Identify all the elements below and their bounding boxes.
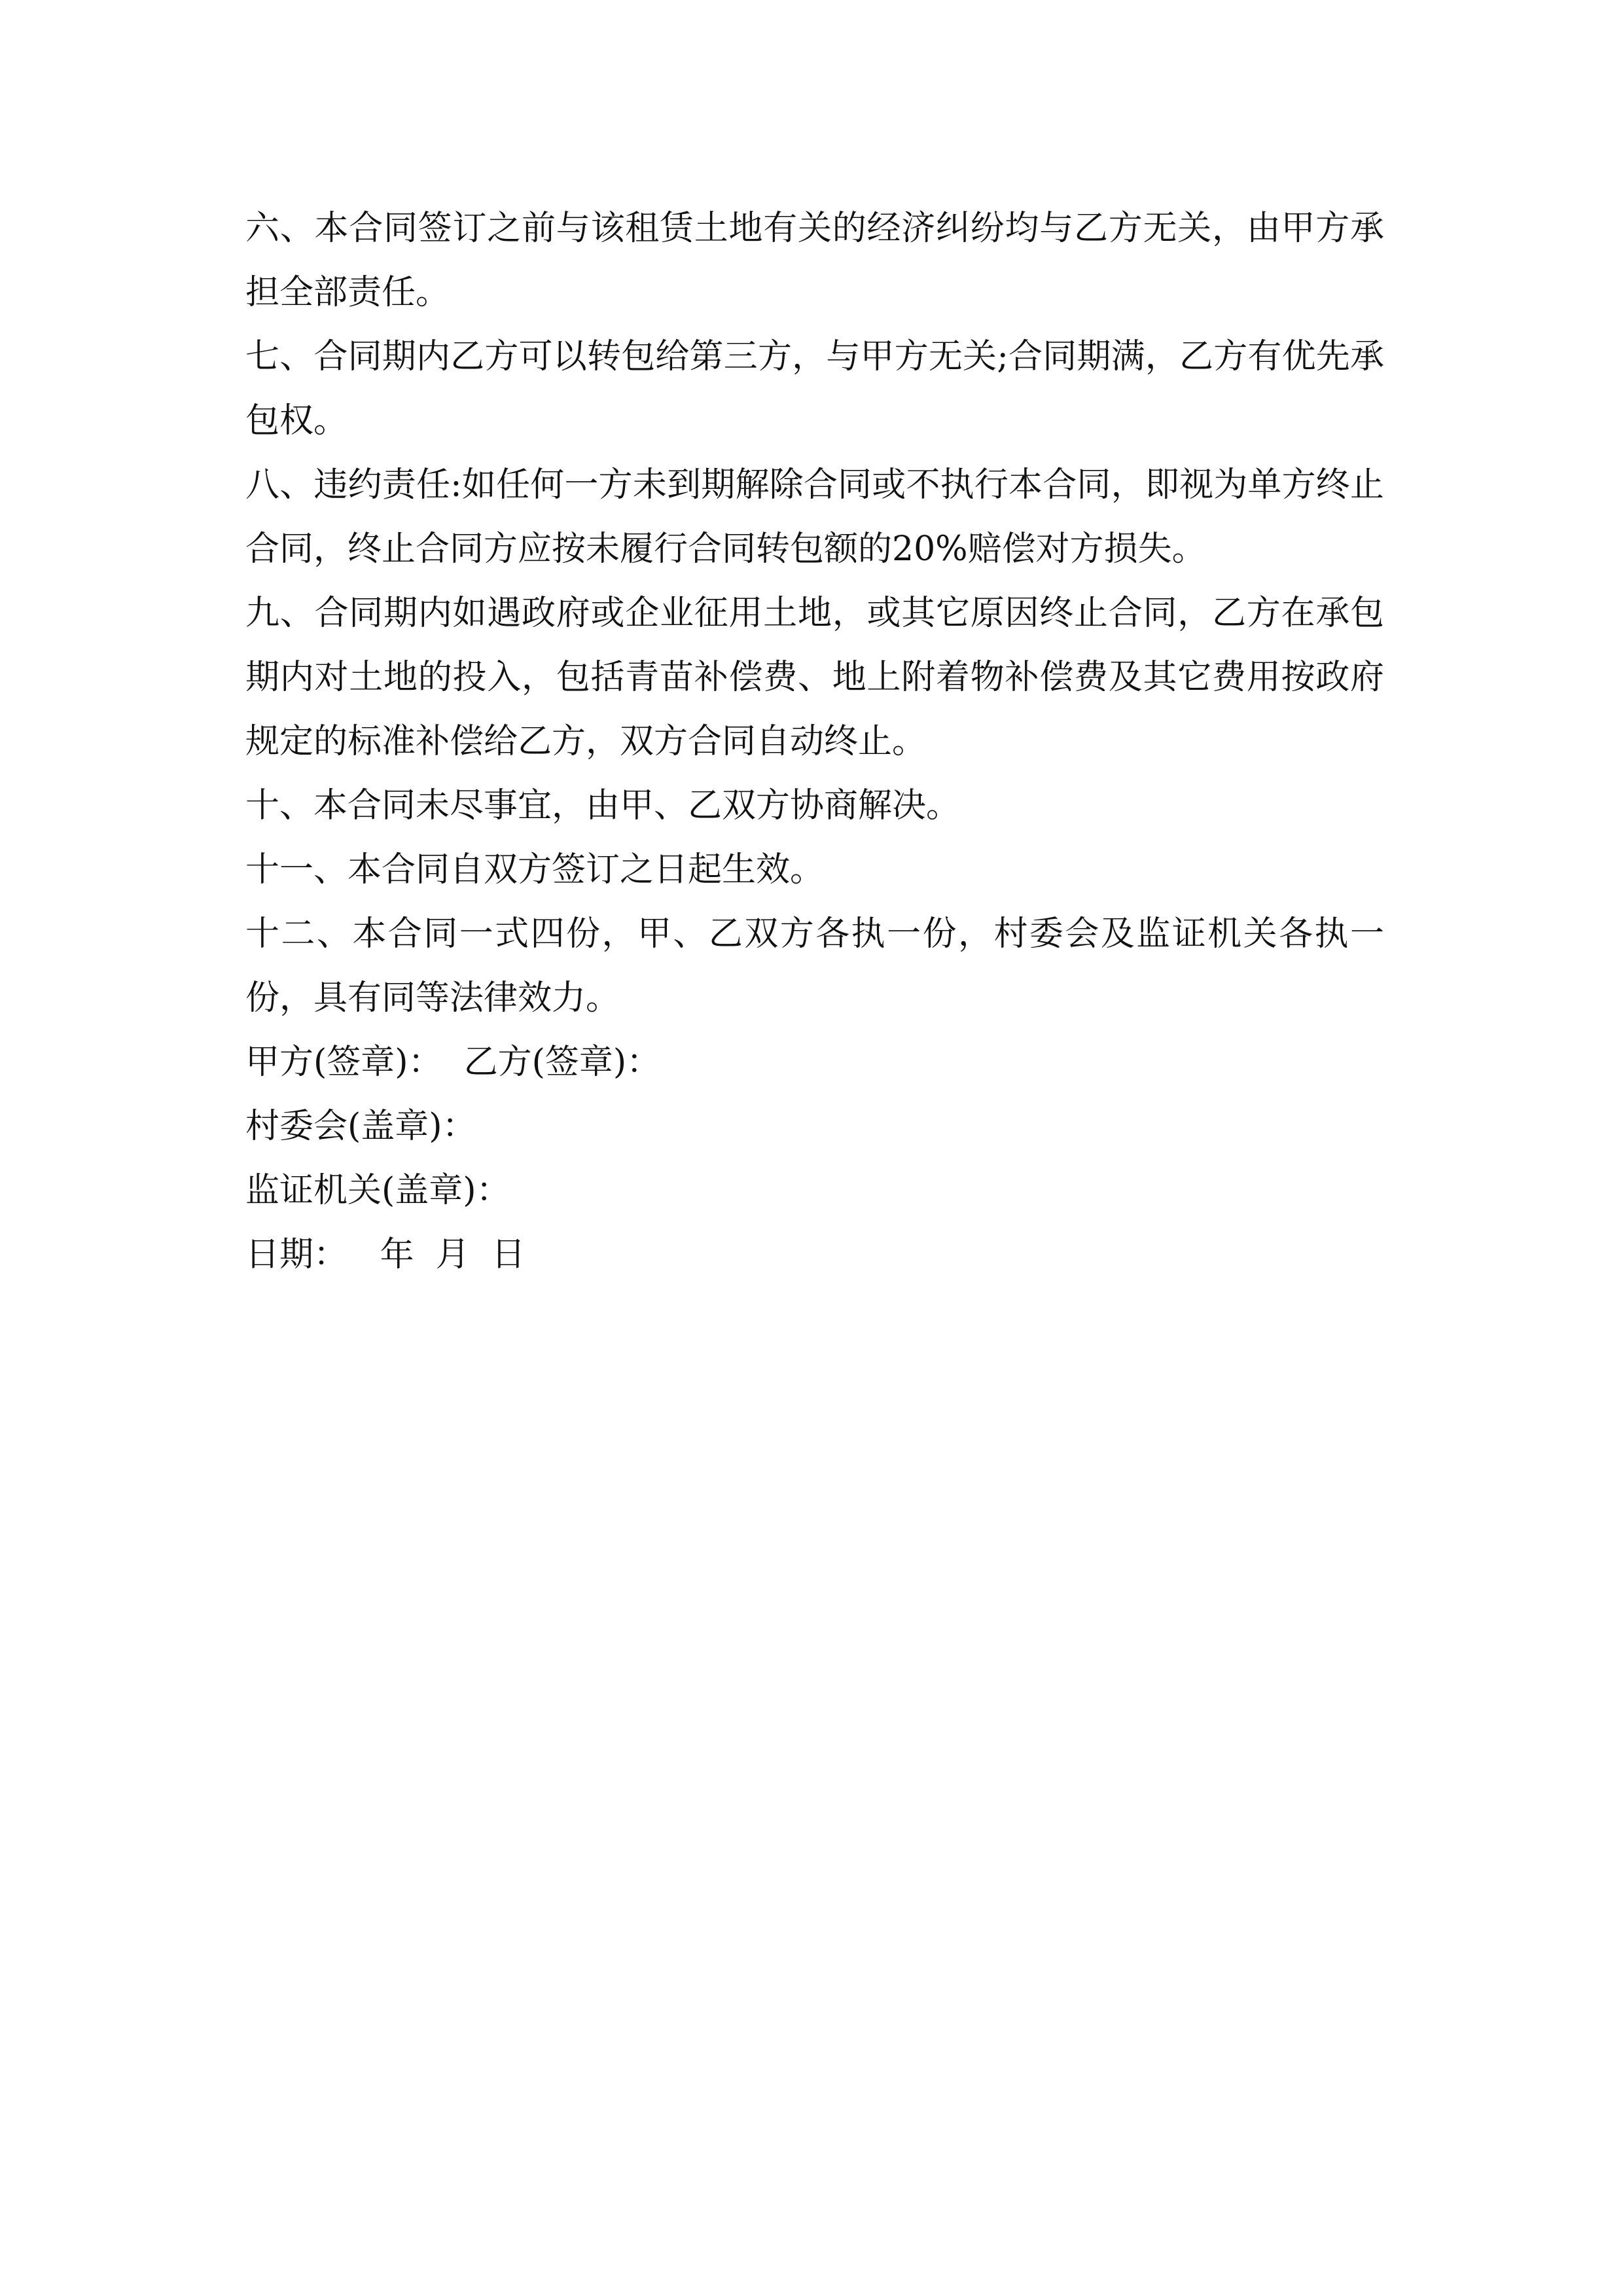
date-line: 日期： 年 月 日 xyxy=(245,1235,526,1274)
party-signature-line xyxy=(245,1030,1384,1094)
clause-11: 十一、本合同自双方签订之日起生效。 xyxy=(245,850,825,889)
clause-12: 十二、本合同一式四份，甲、乙双方各执一份，村委会及监证机关各执一份，具有同等法律效力。 xyxy=(245,914,1384,1018)
village-committee-seal-label: 村委会(盖章)： xyxy=(245,1107,476,1146)
party-a-signature-label: 甲方(签章)： xyxy=(245,1043,442,1082)
clause-10: 十、本合同未尽事宜，由甲、乙双方协商解决。 xyxy=(245,786,961,825)
supervising-authority-seal-label: 监证机关(盖章)： xyxy=(245,1171,510,1210)
clause-9: 九、合同期内如遇政府或企业征用土地，或其它原因终止合同，乙方在承包期内对土地的投入，包括青苗补偿费、地上附着物补偿费及其它费用按政府规定的标准补偿给乙方，双方合同自动终止。 xyxy=(245,594,1384,761)
party-b-signature-label: 乙方(签章)： xyxy=(463,1043,661,1082)
clause-6: 六、本合同签订之前与该租赁土地有关的经济纠纷均与乙方无关，由甲方承担全部责任。 xyxy=(245,209,1384,312)
clause-7: 七、合同期内乙方可以转包给第三方，与甲方无关;合同期满，乙方有优先承包权。 xyxy=(245,337,1384,440)
contract-page xyxy=(245,196,1384,1287)
clause-8: 八、违约责任:如任何一方未到期解除合同或不执行本合同，即视为单方终止合同，终止合同方应按未履行合同转包额的20%赔偿对方损失。 xyxy=(245,465,1384,569)
